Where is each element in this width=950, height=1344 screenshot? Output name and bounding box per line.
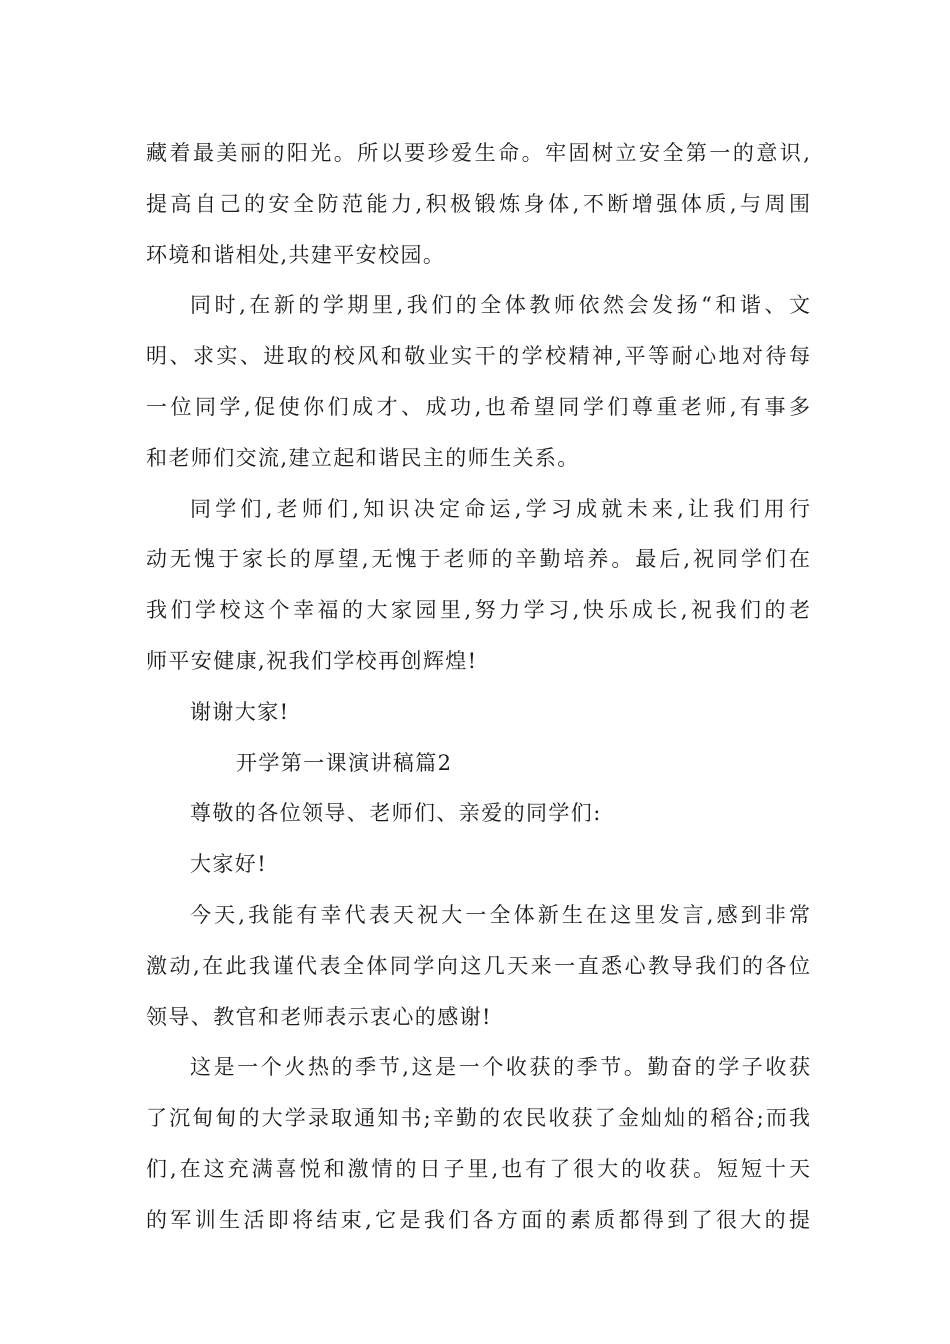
text-line: 藏着最美丽的阳光。所以要珍爱生命。牢固树立安全第一的意识, [146, 141, 810, 165]
text-line: 动无愧于家长的厚望,无愧于老师的辛勤培养。最后,祝同学们在 [146, 547, 810, 572]
text-line: 同时,在新的学期里,我们的全体教师依然会发扬“和谐、文 [190, 293, 810, 318]
section-title: 开学第一课演讲稿篇2 [236, 750, 453, 775]
text-line: 们,在这充满喜悦和激情的日子里,也有了很大的收获。短短十天 [146, 1156, 810, 1181]
greeting-line: 大家好! [190, 852, 268, 877]
text-line: 提高自己的安全防范能力,积极锻炼身体,不断增强体质,与周围 [146, 191, 810, 216]
text-line: 这是一个火热的季节,这是一个收获的季节。勤奋的学子收获 [190, 1055, 810, 1080]
text-line: 师平安健康,祝我们学校再创辉煌! [146, 648, 478, 673]
salutation-line: 尊敬的各位领导、老师们、亲爱的同学们: [190, 801, 602, 826]
text-line: 谢谢大家! [190, 699, 290, 724]
text-line: 和老师们交流,建立起和谐民主的师生关系。 [146, 445, 580, 470]
text-line: 领导、教官和老师表示衷心的感谢! [146, 1004, 492, 1029]
document-body [146, 128, 810, 1246]
text-line: 环境和谐相处,共建平安校园。 [146, 242, 446, 267]
text-line: 同学们,老师们,知识决定命运,学习成就未来,让我们用行 [190, 496, 810, 521]
text-line: 的军训生活即将结束,它是我们各方面的素质都得到了很大的提 [146, 1207, 810, 1232]
text-line: 我们学校这个幸福的大家园里,努力学习,快乐成长,祝我们的老 [146, 598, 810, 623]
text-line: 明、求实、进取的校风和敬业实干的学校精神,平等耐心地对待每 [146, 344, 810, 369]
text-line: 今天,我能有幸代表天祝大一全体新生在这里发言,感到非常 [190, 902, 810, 927]
text-line: 激动,在此我谨代表全体同学向这几天来一直悉心教导我们的各位 [146, 953, 810, 978]
text-line: 了沉甸甸的大学录取通知书;辛勤的农民收获了金灿灿的稻谷;而我 [146, 1106, 810, 1131]
text-line: 一位同学,促使你们成才、成功,也希望同学们尊重老师,有事多 [146, 394, 810, 419]
